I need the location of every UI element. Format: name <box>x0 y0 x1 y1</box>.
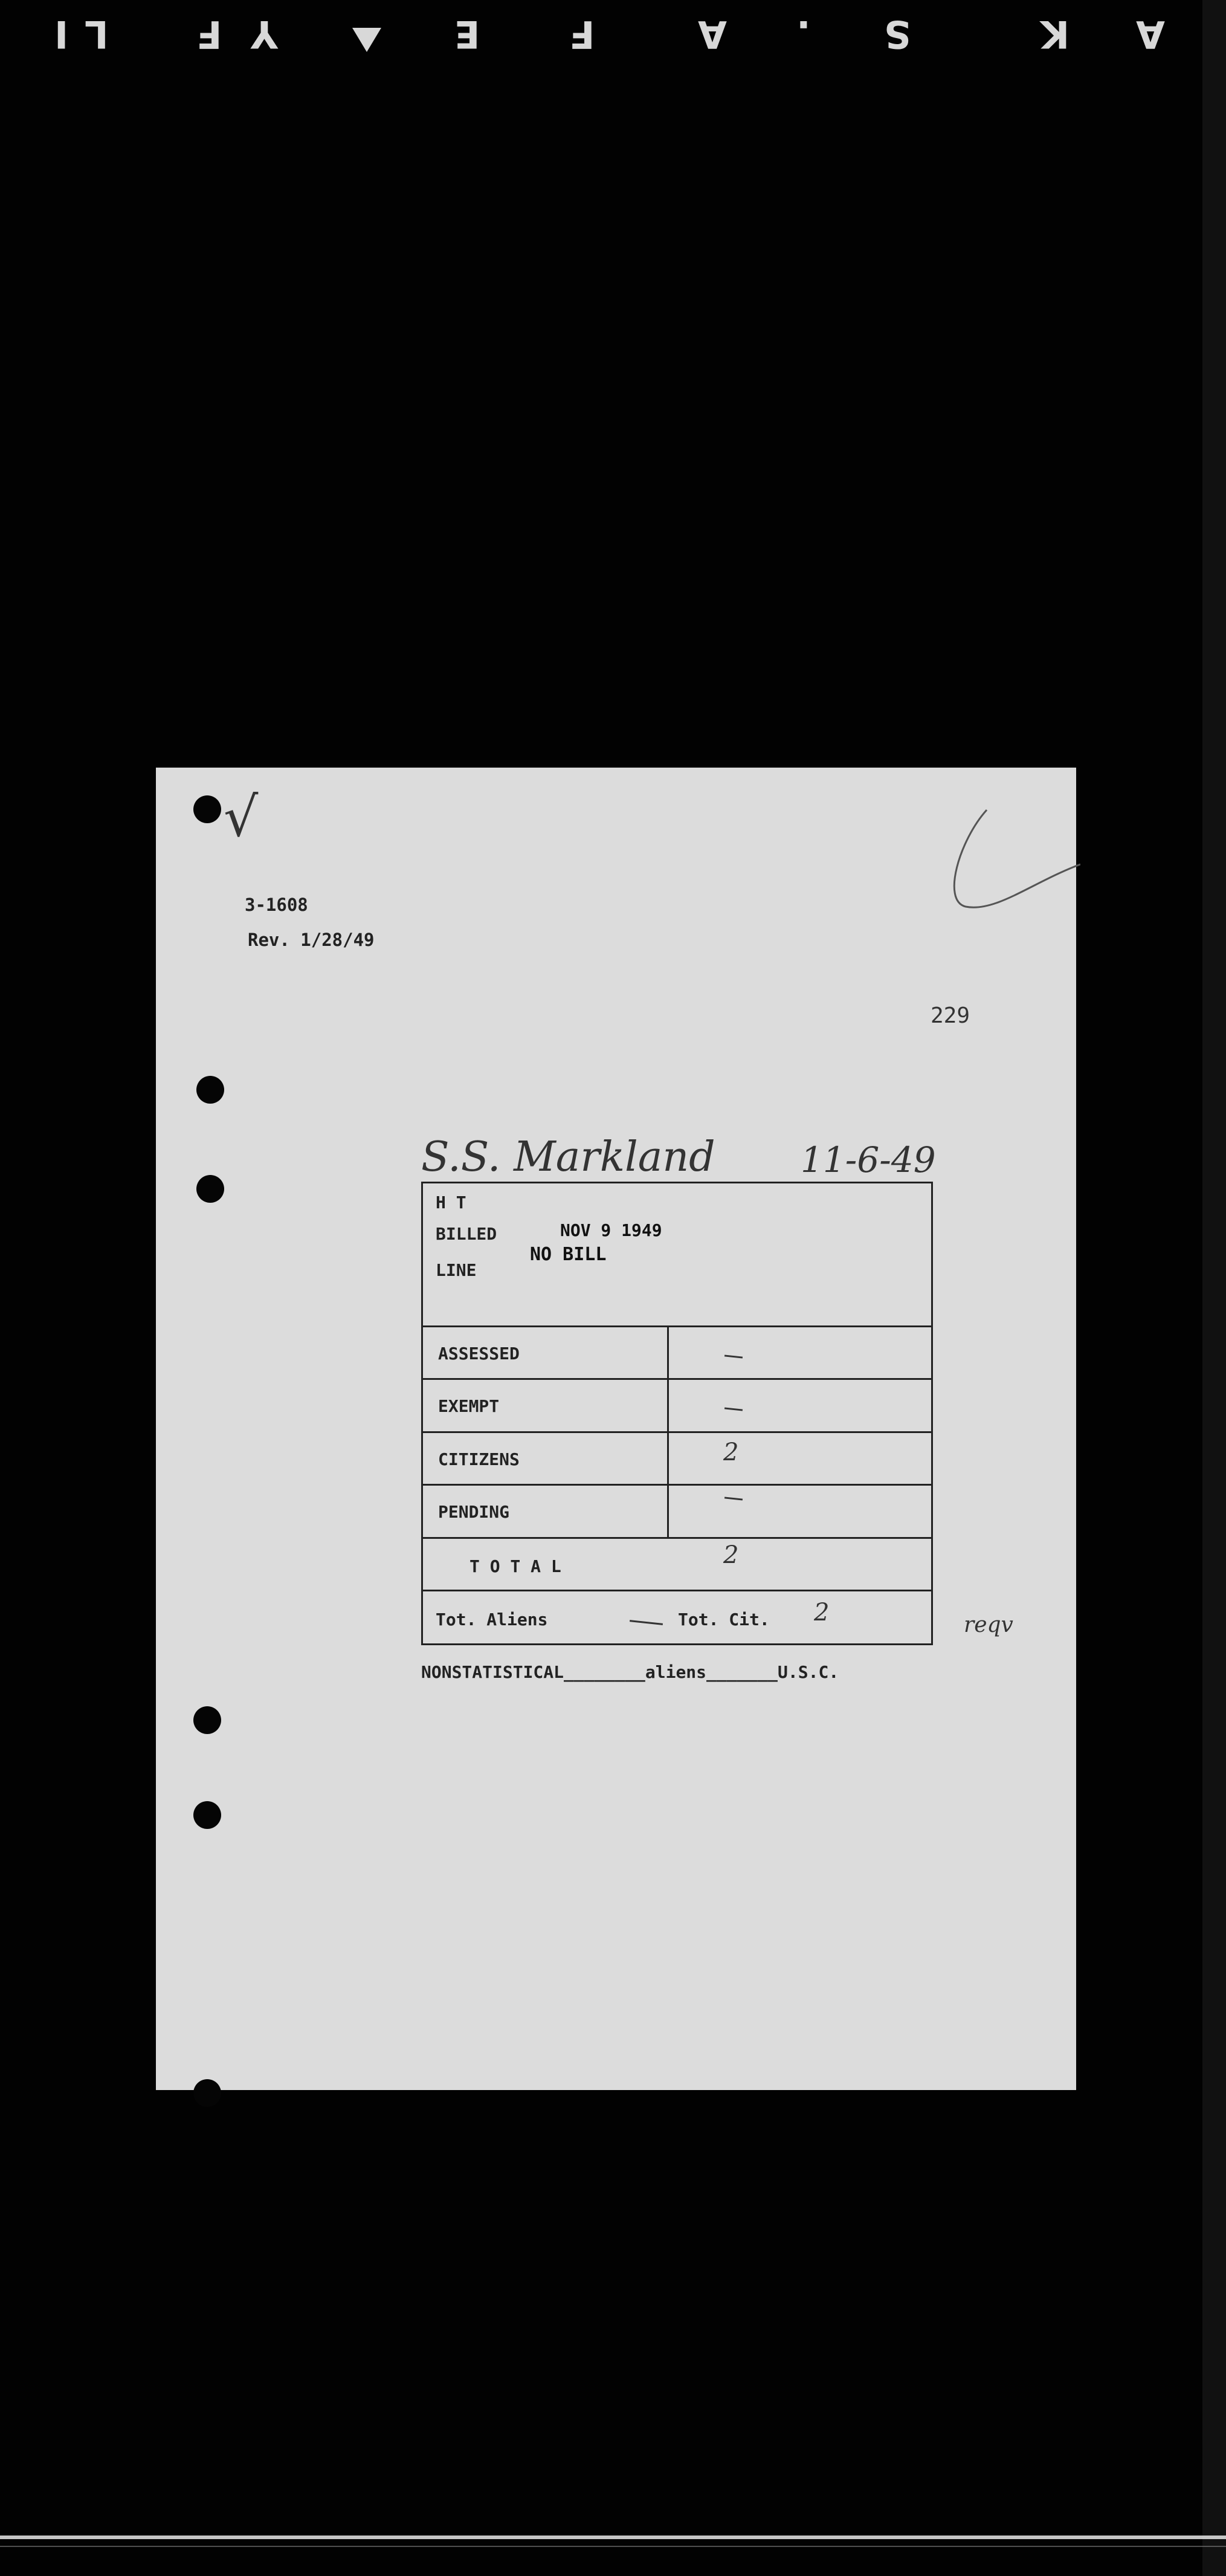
manifest-record-table <box>421 1182 932 1644</box>
table-divider <box>421 1484 932 1486</box>
film-bottom-edge-secondary <box>0 2546 1226 2547</box>
film-edge-shadow <box>1202 0 1226 2576</box>
film-triangle-marker-icon <box>352 28 381 52</box>
pending-label: PENDING <box>438 1502 510 1522</box>
table-divider <box>421 1590 932 1591</box>
punch-hole-icon <box>196 1076 224 1104</box>
punch-hole-icon <box>193 795 221 823</box>
film-header-letter: E <box>454 12 480 56</box>
film-header-letter: Y <box>251 12 278 56</box>
form-number: 3-1608 <box>245 895 308 915</box>
billed-label: BILLED <box>436 1224 497 1244</box>
film-header-letter: K <box>1040 12 1070 56</box>
no-bill-stamp: NO BILL <box>530 1244 607 1265</box>
film-header-letter: . <box>796 12 811 56</box>
ht-label: H T <box>436 1193 466 1212</box>
nonstatistical-label: NONSTATISTICAL <box>421 1662 564 1682</box>
usc-label: U.S.C. <box>778 1662 839 1682</box>
table-divider <box>421 1378 932 1380</box>
tot-cit-value: 2 <box>814 1599 830 1626</box>
vessel-name: S.S. Markland <box>421 1133 715 1181</box>
pencil-curve-mark <box>778 804 1080 925</box>
tot-cit-label: Tot. Cit. <box>678 1610 770 1629</box>
film-header-letter: L <box>85 12 109 56</box>
tot-aliens-label: Tot. Aliens <box>436 1610 548 1629</box>
film-bottom-edge <box>0 2536 1226 2539</box>
exempt-label: EXEMPT <box>438 1396 500 1416</box>
film-header-text <box>0 12 1226 66</box>
citizens-value: 2 <box>723 1438 739 1466</box>
page-number: 229 <box>931 1003 970 1028</box>
film-header-letter: S <box>884 12 911 56</box>
film-header-letter: I <box>54 12 69 56</box>
film-header-letter: F <box>569 12 595 56</box>
film-header-letter: A <box>1136 12 1165 56</box>
line-label: LINE <box>436 1260 477 1280</box>
aliens-blank: _______ <box>706 1662 778 1682</box>
table-divider <box>421 1431 932 1433</box>
table-divider <box>421 1325 932 1327</box>
total-value: 2 <box>723 1541 739 1569</box>
film-header-letter: A <box>698 12 727 56</box>
punch-hole-icon <box>193 1801 221 1829</box>
total-label: T O T A L <box>469 1556 561 1576</box>
nonstatistical-line <box>421 1662 839 1682</box>
billed-date-stamp: NOV 9 1949 <box>560 1220 662 1240</box>
table-divider <box>421 1537 932 1539</box>
aliens-label: aliens <box>645 1662 707 1682</box>
punch-hole-icon <box>193 2079 221 2107</box>
revision-date: Rev. 1/28/49 <box>248 930 375 950</box>
punch-hole-icon <box>193 1706 221 1734</box>
arrival-date: 11-6-49 <box>801 1139 936 1180</box>
film-header-letter: F <box>196 12 222 56</box>
nonstatistical-blank: ________ <box>564 1662 645 1682</box>
assessed-label: ASSESSED <box>438 1344 520 1364</box>
citizens-label: CITIZENS <box>438 1449 520 1469</box>
side-initials: reqv <box>964 1613 1013 1637</box>
punch-hole-icon <box>196 1175 224 1203</box>
check-mark: √ <box>224 786 259 849</box>
